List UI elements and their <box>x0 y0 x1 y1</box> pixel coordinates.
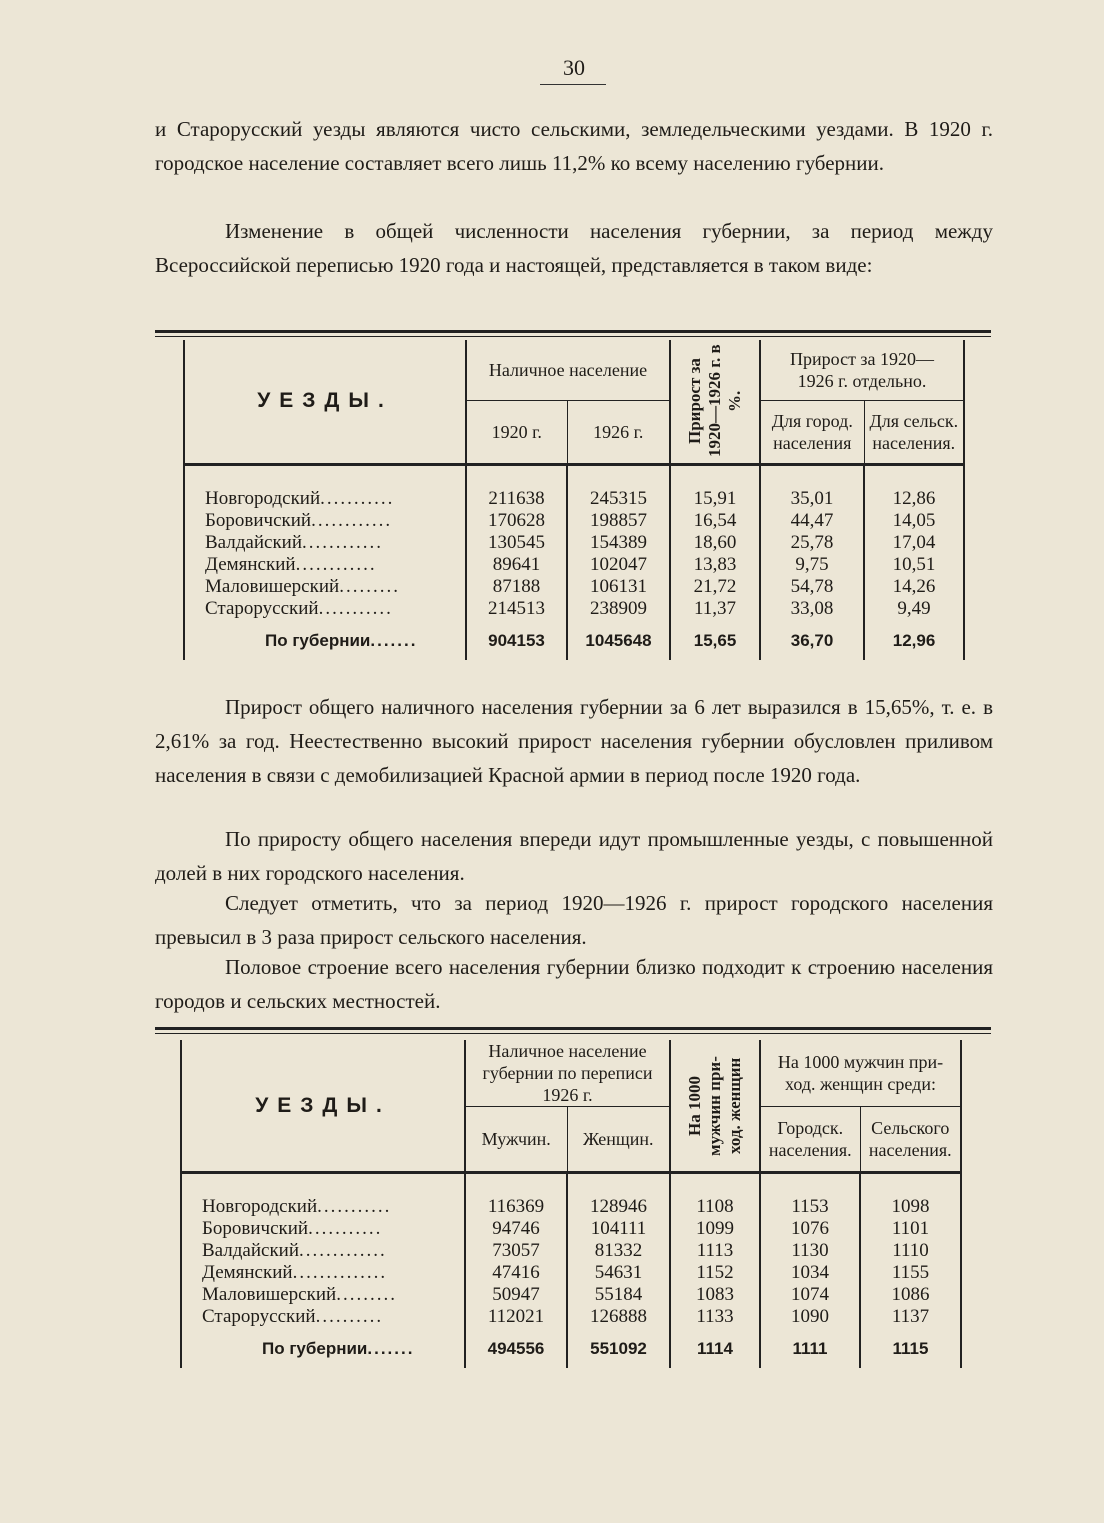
table2-row: Валдайский............. 73057 81332 1113 1130 1110 <box>181 1240 961 1262</box>
table1-row: Боровичский............ 170628 198857 16,54 44,47 14,05 <box>184 510 964 532</box>
table1-header-nalichnoe: Наличное население <box>466 340 670 400</box>
table-sex-structure <box>180 1040 962 1368</box>
paragraph-1: и Старорусский уезды являются чисто сельскими, земледельческими уездами. В 1920 г. городское население составляет всего лишь 11,2% ко всему населению губернии. <box>155 117 993 175</box>
paragraph-6: Половое строение всего населения губернии близко подходит к строению населения городов и сельских местностей. <box>155 955 993 1013</box>
table1-row: Маловишерский......... 87188 106131 21,72 54,78 14,26 <box>184 576 964 598</box>
paragraph-4: По приросту общего населения впереди идут промышленные уезды, с повышенной долей в них городского населения. <box>155 827 993 885</box>
table1-row: Новгородский........... 211638 245315 15,91 35,01 12,86 <box>184 488 964 510</box>
table1-row: Старорусский........... 214513 238909 11,37 33,08 9,49 <box>184 598 964 620</box>
table1-header-urban: Для город. населения <box>760 400 864 464</box>
table2-header-nalichnoe: Наличное население губернии по переписи 1926 г. <box>465 1040 670 1107</box>
table2-row: Демянский.............. 47416 54631 1152 1034 1155 <box>181 1262 961 1284</box>
table2-header-urban: Городск. населения. <box>760 1107 860 1173</box>
page-number: 30 <box>563 55 585 80</box>
table1-row: Демянский............ 89641 102047 13,83 9,75 10,51 <box>184 554 964 576</box>
table2-header-per1000: На 1000 мужчин при-ход. женщин <box>670 1040 760 1173</box>
table1-header-1926: 1926 г. <box>593 421 644 442</box>
table2-row: Старорусский.......... 112021 126888 1133 1090 1137 <box>181 1306 961 1328</box>
paragraph-5: Следует отметить, что за период 1920—1926 г. прирост городского населения превысил в 3 раза прирост сельского населения. <box>155 891 993 949</box>
table1-header-1920: 1920 г. <box>466 400 567 464</box>
table2-header-per1000-among: На 1000 мужчин при-ход. женщин среди: <box>760 1040 961 1107</box>
table2-row: Маловишерский......... 50947 55184 1083 1074 1086 <box>181 1284 961 1306</box>
table1-header-growth-percent: Прирост за 1920—1926 г. в %. <box>670 340 760 464</box>
paragraph-2: Изменение в общей численности населения губернии, за период между Всероссийской переписью 1920 года и настоящей, представляется в таком виде: <box>155 219 993 277</box>
table2-header-men: Мужчин. <box>465 1107 567 1173</box>
table1-header-growth-separately: Прирост за 1920—1926 г. отдельно. <box>760 340 964 400</box>
table1-header-uezdy: УЕЗДЫ. <box>184 340 466 464</box>
table-population-change <box>183 340 965 660</box>
table1-top-rule <box>155 330 991 337</box>
table2-total-row: По губернии....... 494556 551092 1114 1111 1115 <box>181 1328 961 1368</box>
table1-header-rural: Для сельск. населения. <box>864 400 964 464</box>
table2-header-rural: Сельского населения. <box>860 1107 961 1173</box>
page-number-rule <box>540 84 606 85</box>
paragraph-3: Прирост общего наличного населения губернии за 6 лет выразился в 15,65%, т. е. в 2,61% за год. Неестественно высокий прирост населения губернии обусловлен приливом населения в связи с демобилизацией Красной армии в период после 1920 года. <box>155 695 993 787</box>
table1-row: Валдайский............ 130545 154389 18,60 25,78 17,04 <box>184 532 964 554</box>
table2-row: Новгородский........... 116369 128946 1108 1153 1098 <box>181 1196 961 1218</box>
table2-header-uezdy: УЕЗДЫ. <box>181 1040 465 1173</box>
table2-row: Боровичский........... 94746 104111 1099 1076 1101 <box>181 1218 961 1240</box>
table2-top-rule <box>155 1027 991 1034</box>
table2-header-women: Женщин. <box>583 1129 654 1149</box>
table1-total-row: По губернии....... 904153 1045648 15,65 36,70 12,96 <box>184 620 964 660</box>
